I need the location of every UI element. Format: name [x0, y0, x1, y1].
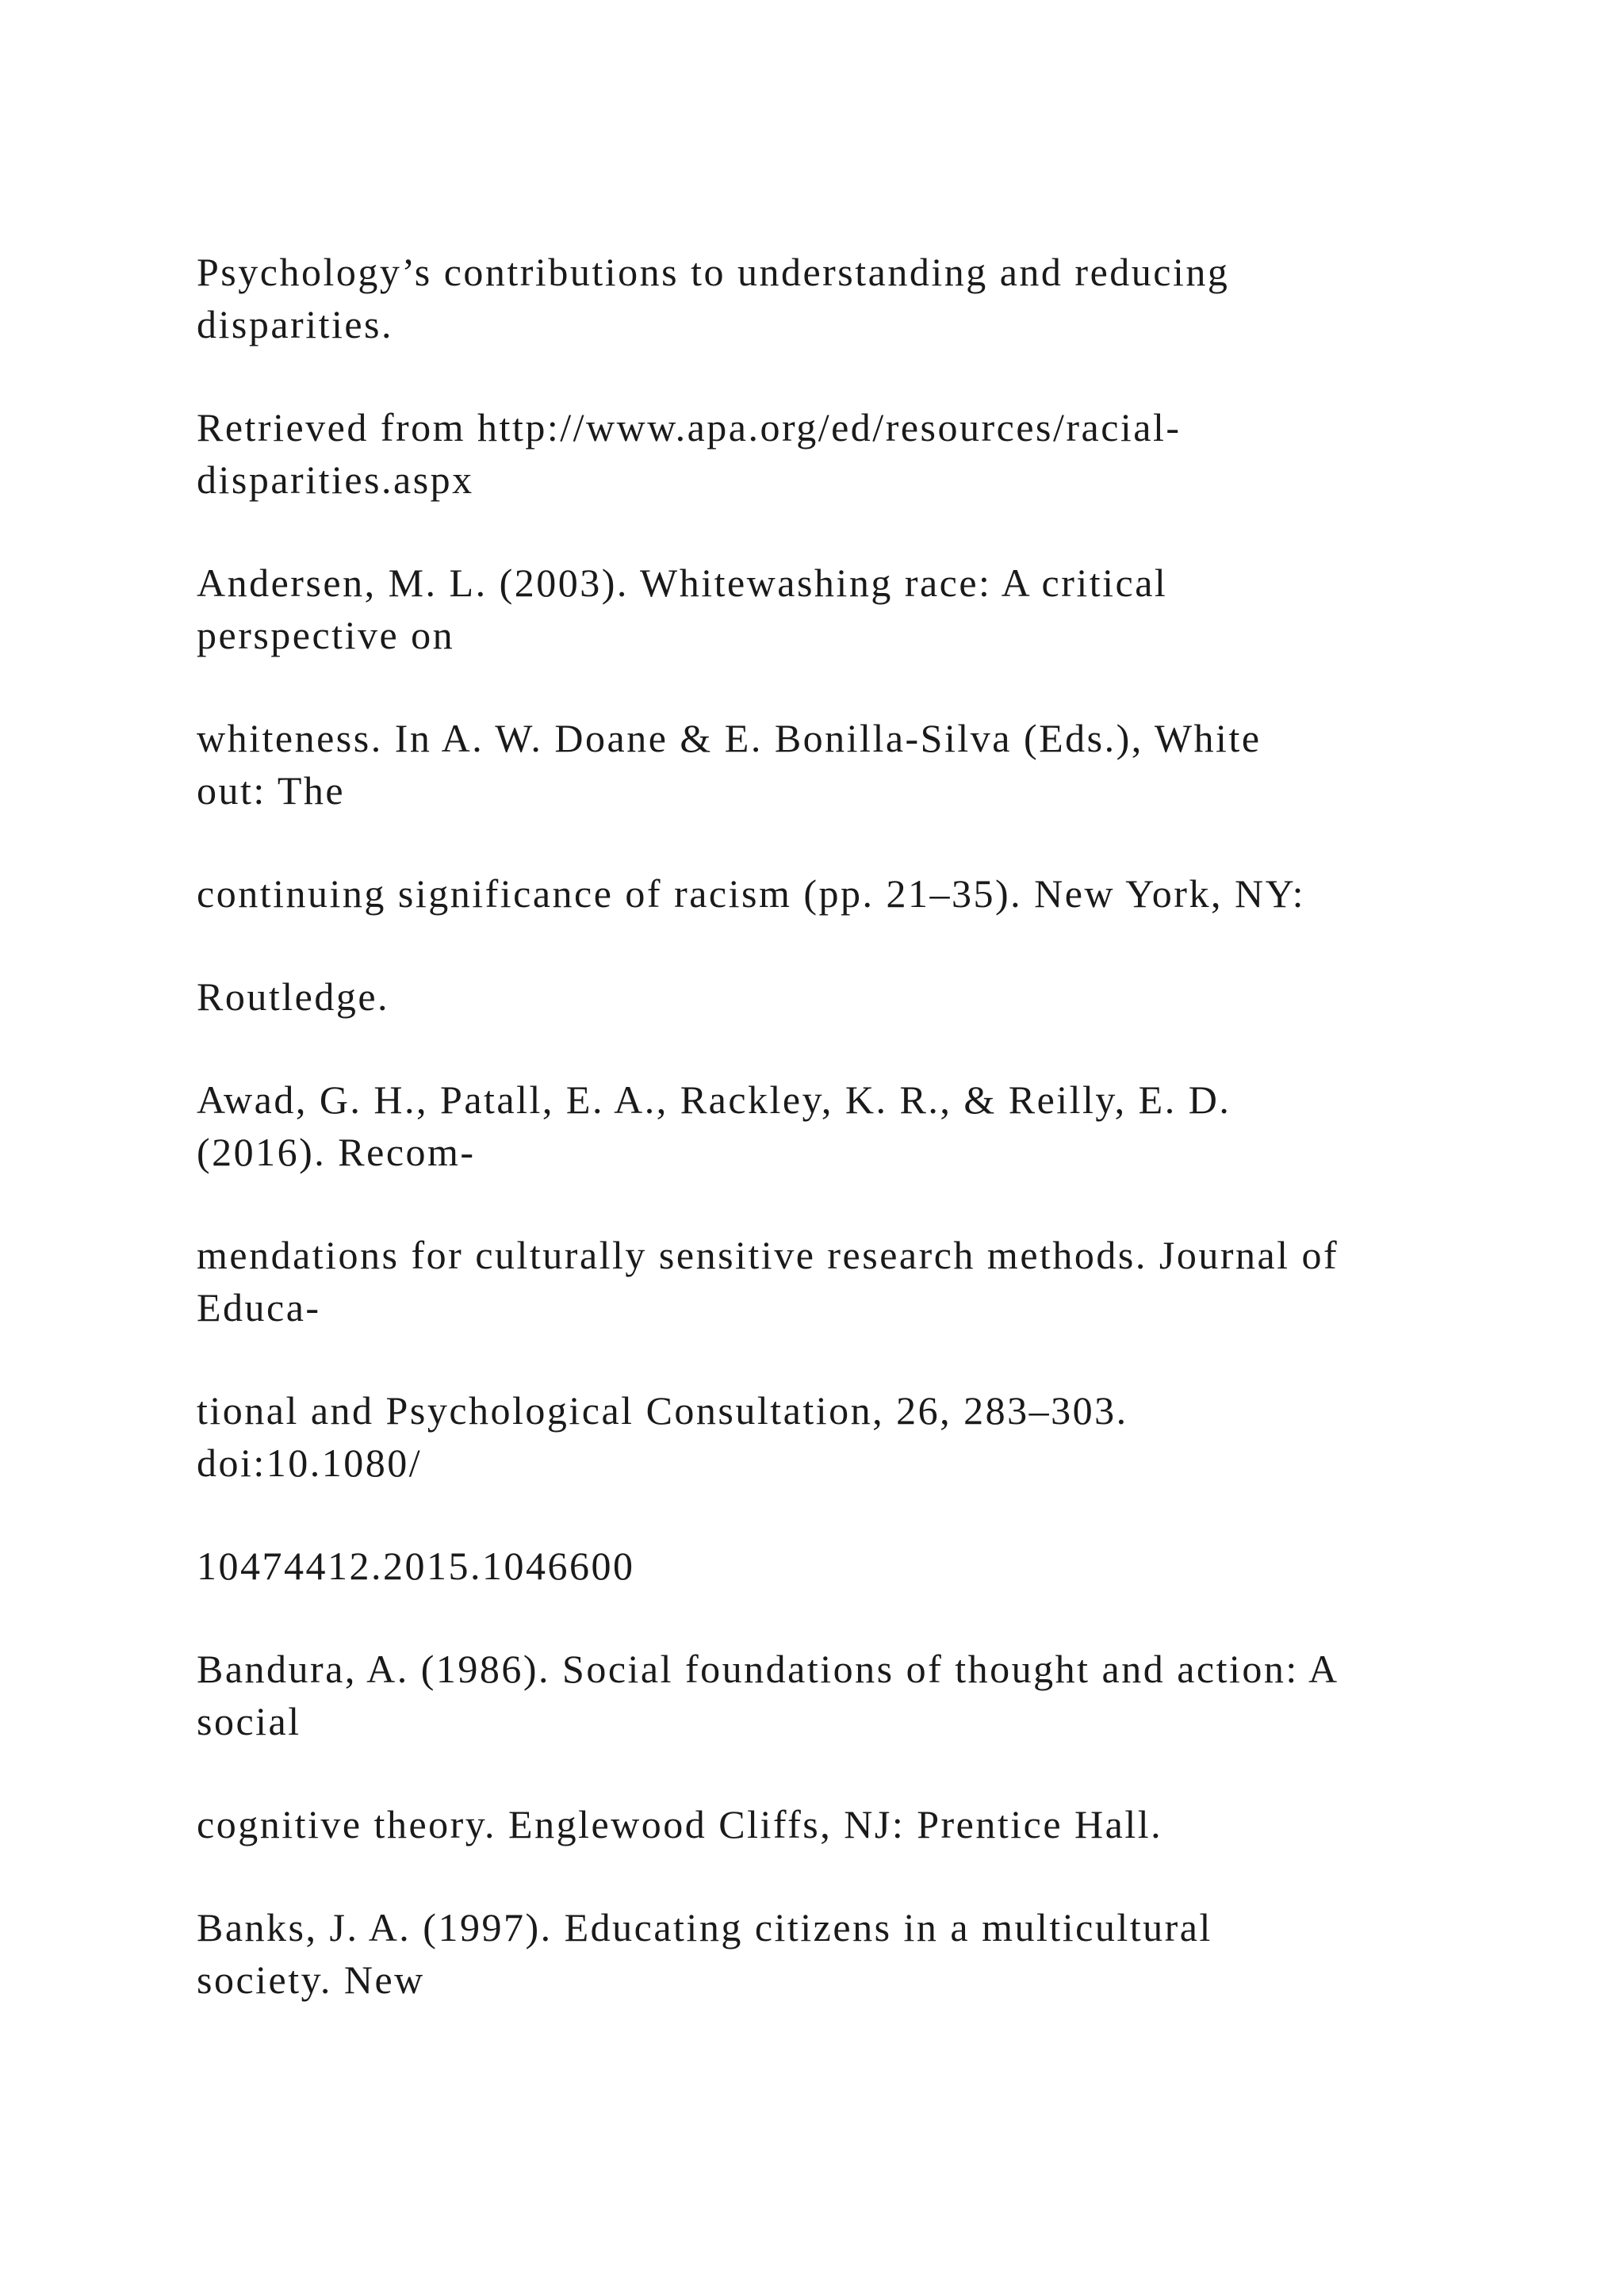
text-line: disparities.aspx — [197, 457, 474, 502]
text-line: Routledge. — [197, 974, 390, 1019]
paragraph-6 — [197, 970, 1481, 1023]
text-line: Educa- — [197, 1285, 321, 1330]
text-line: perspective on — [197, 613, 455, 657]
paragraph-12 — [197, 1798, 1481, 1850]
reference-list — [197, 246, 1481, 2057]
text-line: Andersen, M. L. (2003). Whitewashing race: A critical — [197, 561, 1168, 605]
text-line: society. New — [197, 1957, 425, 2002]
paragraph-2 — [197, 401, 1481, 506]
text-line: (2016). Recom- — [197, 1130, 476, 1174]
text-line: Bandura, A. (1986). Social foundations of thought and action: A — [197, 1647, 1339, 1691]
paragraph-13 — [197, 1901, 1481, 2006]
paragraph-10 — [197, 1540, 1481, 1592]
text-line: Banks, J. A. (1997). Educating citizens in a multicultural — [197, 1905, 1212, 1950]
text-line: cognitive theory. Englewood Cliffs, NJ: Prentice Hall. — [197, 1802, 1163, 1846]
text-line: disparities. — [197, 302, 394, 346]
paragraph-3 — [197, 557, 1481, 661]
text-line: Retrieved from http://www.apa.org/ed/resources/racial- — [197, 405, 1182, 450]
paragraph-7 — [197, 1073, 1481, 1178]
text-line: tional and Psychological Consultation, 26, 283–303. — [197, 1388, 1128, 1433]
text-line: mendations for culturally sensitive research methods. Journal of — [197, 1233, 1339, 1277]
text-line: doi:10.1080/ — [197, 1441, 423, 1485]
text-line: Psychology’s contributions to understanding and reducing — [197, 250, 1230, 294]
text-line: 10474412.2015.1046600 — [197, 1544, 635, 1588]
text-line: continuing significance of racism (pp. 21–35). New York, NY: — [197, 871, 1305, 916]
text-line: whiteness. In A. W. Doane & E. Bonilla-Silva (Eds.), White — [197, 716, 1262, 760]
paragraph-1 — [197, 246, 1481, 350]
paragraph-8 — [197, 1229, 1481, 1334]
text-line: social — [197, 1699, 301, 1743]
paragraph-11 — [197, 1643, 1481, 1747]
paragraph-4 — [197, 712, 1481, 817]
text-line: Awad, G. H., Patall, E. A., Rackley, K. R., & Reilly, E. D. — [197, 1077, 1231, 1122]
text-line: out: The — [197, 768, 346, 813]
paragraph-5 — [197, 867, 1481, 920]
paragraph-9 — [197, 1384, 1481, 1489]
